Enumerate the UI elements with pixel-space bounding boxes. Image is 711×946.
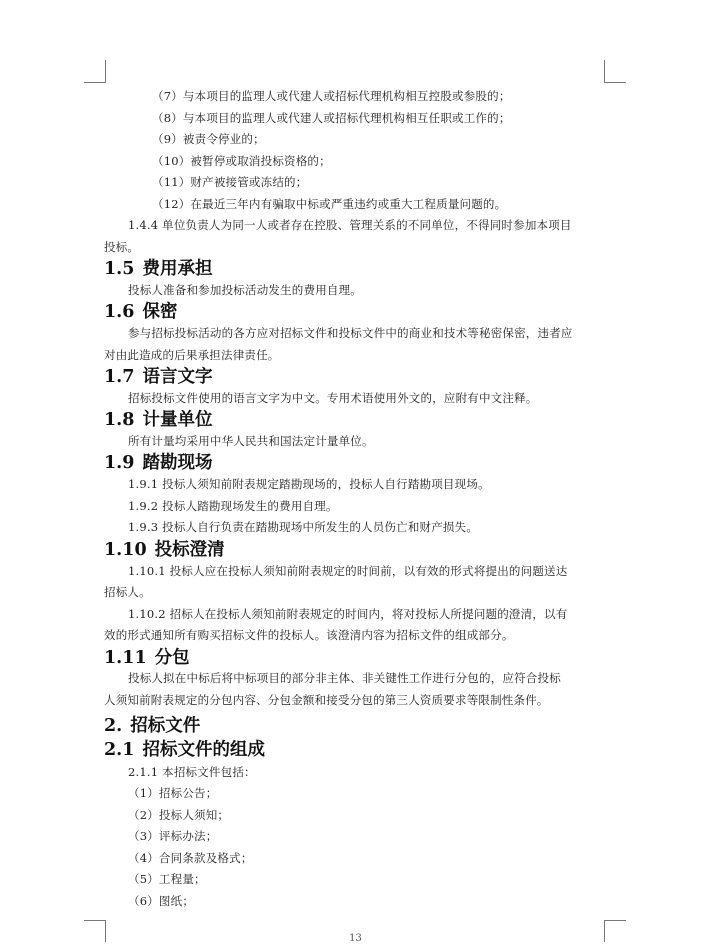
list-item: （1）招标公告；	[128, 786, 218, 800]
section-heading: 1.9 踏勘现场	[104, 453, 213, 473]
list-item: （8）与本项目的监理人或代建人或招标代理机构相互任职或工作的；	[152, 111, 511, 125]
list-item: （7）与本项目的监理人或代建人或招标代理机构相互控股或参股的；	[152, 89, 511, 103]
paragraph-line: 投标人拟在中标后将中标项目的部分非主体、非关键性工作进行分包的，应符合投标	[128, 671, 561, 685]
list-item: （2）投标人须知；	[128, 808, 230, 822]
page-number: 13	[349, 933, 362, 944]
list-item: （9）被责令停业的；	[152, 132, 265, 146]
paragraph-line: 1.4.4 单位负责人为同一人或者存在控股、管理关系的不同单位，不得同时参加本项目	[128, 218, 572, 232]
list-item: （6）图纸；	[128, 894, 195, 908]
paragraph-line: 1.10.2 招标人在投标人须知前附表规定的时间内，将对投标人所提问题的澄清，以有	[128, 607, 568, 621]
paragraph-line: 对由此造成的后果承担法律责任。	[104, 348, 280, 362]
list-item: （4）合同条款及格式；	[128, 851, 253, 865]
section-heading: 2.1 招标文件的组成	[104, 740, 265, 760]
crop-mark-top-left-v	[105, 60, 106, 82]
paragraph-line: 1.9.2 投标人踏勘现场发生的费用自理。	[128, 499, 338, 513]
list-item: （11）财产被接管或冻结的；	[152, 175, 308, 189]
paragraph-line: 人须知前附表规定的分包内容、分包金额和接受分包的第三人资质要求等限制性条件。	[104, 693, 549, 707]
crop-mark-top-right-h	[604, 82, 626, 83]
paragraph-line: 1.9.3 投标人自行负责在踏勘现场中所发生的人员伤亡和财产损失。	[128, 520, 479, 534]
paragraph-line: 效的形式通知所有购买招标文件的投标人。该澄清内容为招标文件的组成部分。	[104, 628, 514, 642]
paragraph-line: 参与招标投标活动的各方应对招标文件和投标文件中的商业和技术等秘密保密，违者应	[128, 326, 573, 340]
paragraph-line: 招标投标文件使用的语言文字为中文。专用术语使用外文的，应附有中文注释。	[128, 391, 538, 405]
paragraph-line: 投标人准备和参加投标活动发生的费用自理。	[128, 283, 362, 297]
list-item: （5）工程量；	[128, 872, 206, 886]
paragraph-line: 投标。	[104, 240, 140, 254]
crop-mark-top-right-v	[604, 60, 605, 82]
section-heading: 1.11 分包	[104, 648, 190, 668]
section-heading: 1.8 计量单位	[104, 410, 213, 430]
paragraph-line: 招标人。	[104, 585, 151, 599]
section-heading: 1.10 投标澄清	[104, 540, 225, 560]
paragraph-line: 1.9.1 投标人须知前附表规定踏勘现场的，投标人自行踏勘项目现场。	[128, 477, 490, 491]
section-heading: 1.7 语言文字	[104, 367, 213, 387]
crop-mark-top-left-h	[84, 82, 106, 83]
crop-mark-bottom-right-h	[604, 920, 626, 921]
crop-mark-bottom-left-h	[84, 920, 106, 921]
list-item: （3）评标办法；	[128, 829, 218, 843]
chapter-heading: 2. 招标文件	[104, 716, 201, 736]
list-item: （12）在最近三年内有骗取中标或严重违约或重大工程质量问题的。	[152, 197, 507, 211]
paragraph-line: 所有计量均采用中华人民共和国法定计量单位。	[128, 434, 374, 448]
list-item: （10）被暂停或取消投标资格的；	[152, 154, 331, 168]
section-heading: 1.5 费用承担	[104, 259, 213, 279]
paragraph-line: 2.1.1 本招标文件包括：	[128, 765, 256, 779]
paragraph-line: 1.10.1 投标人应在投标人须知前附表规定的时间前，以有效的形式将提出的问题送达	[128, 564, 568, 578]
section-heading: 1.6 保密	[104, 302, 178, 322]
